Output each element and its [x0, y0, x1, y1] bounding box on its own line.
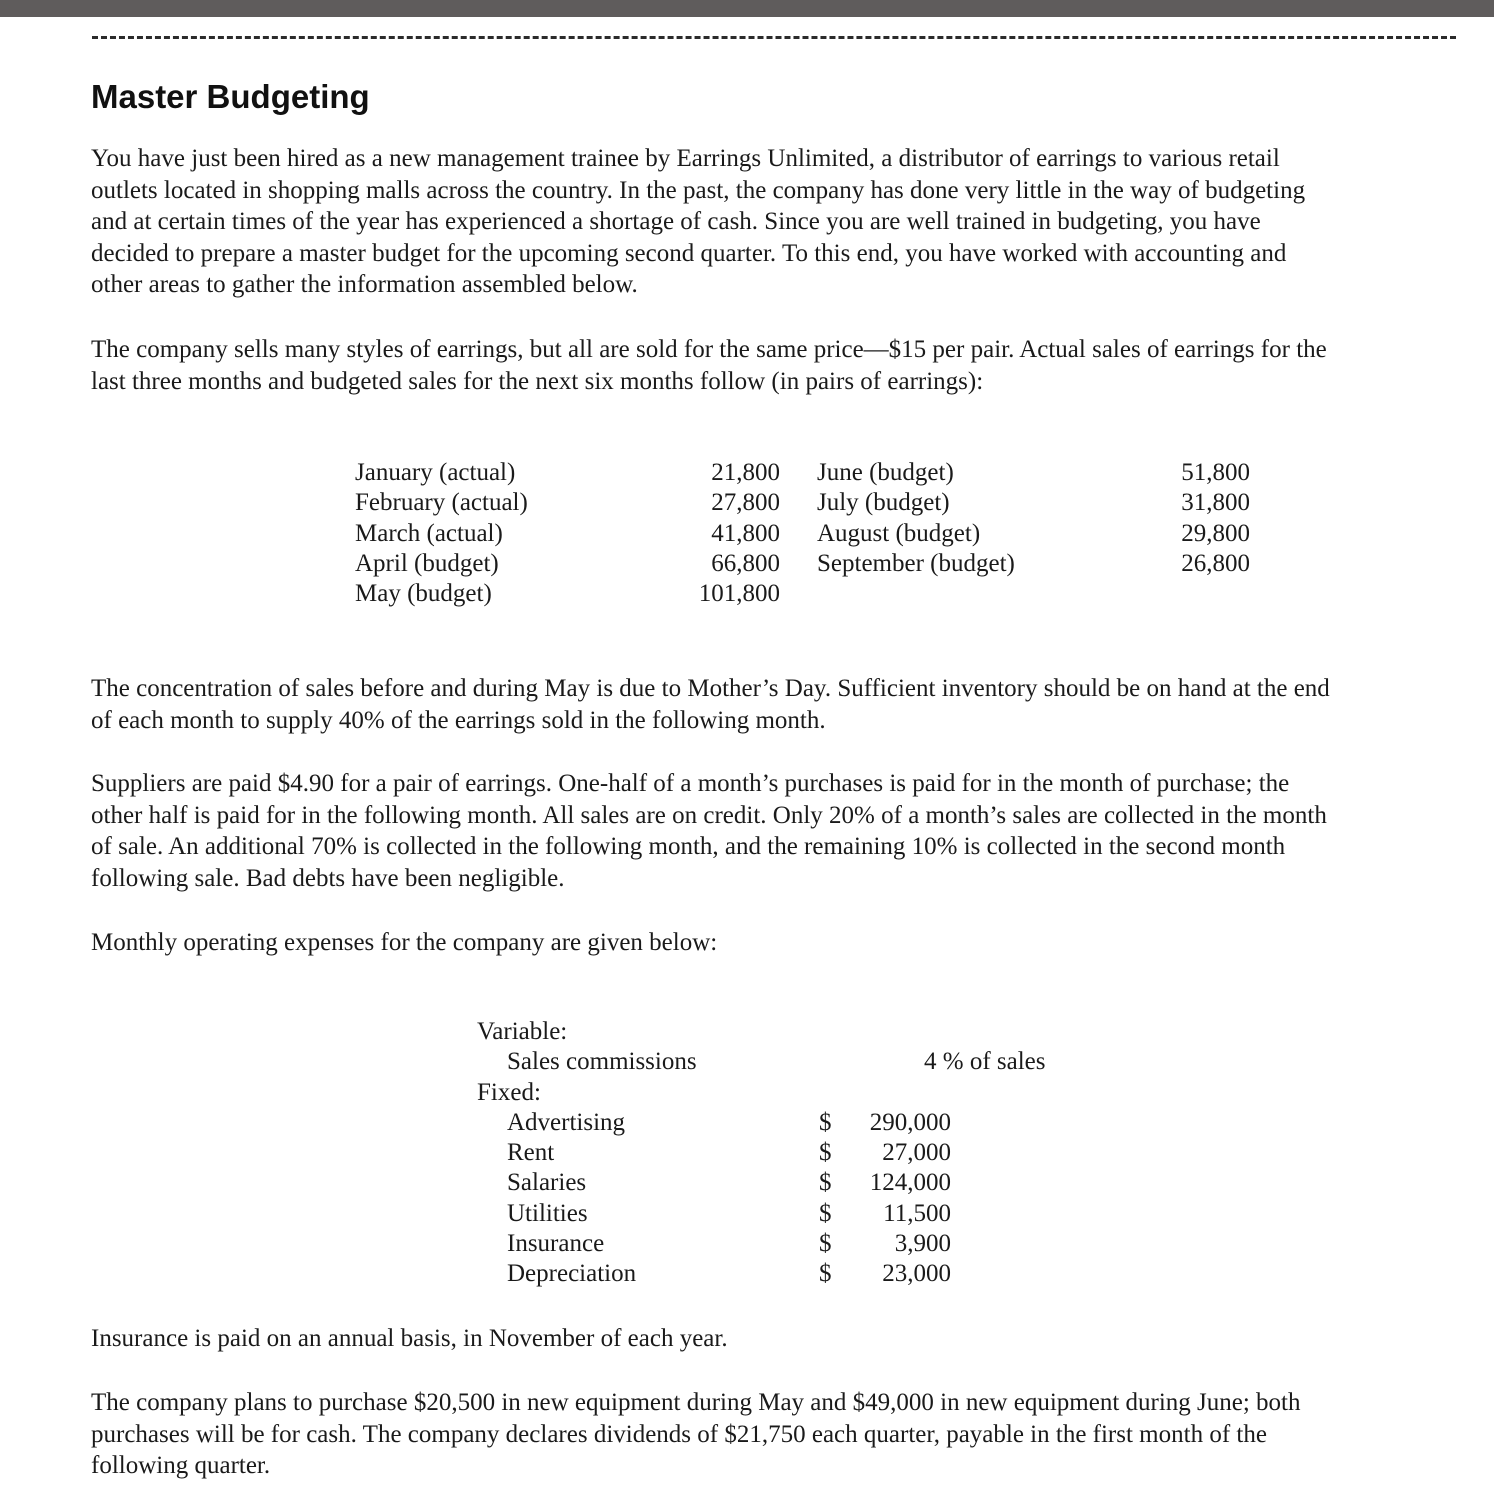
sales-row: [355, 520, 1255, 550]
month-label: July (budget): [817, 489, 950, 517]
pricing-paragraph: [91, 334, 1466, 397]
suppliers-paragraph: [91, 768, 1466, 894]
month-label: April (budget): [355, 549, 499, 577]
month-label: March (actual): [355, 519, 503, 547]
currency-symbol: $: [819, 1230, 832, 1258]
expense-label: Depreciation: [507, 1260, 637, 1288]
expense-row: [477, 1230, 1077, 1260]
month-value: 21,800: [711, 459, 780, 486]
text-line: You have just been hired as a new management trainee by Earrings Unlimited, a distributor of earrings to various retail: [91, 145, 1280, 172]
currency-symbol: $: [819, 1199, 832, 1227]
dashed-divider: [92, 36, 1456, 39]
month-value: 41,800: [711, 519, 780, 547]
expense-amount: 23,000: [882, 1260, 951, 1288]
text-line: other areas to gather the information assembled below.: [91, 271, 638, 298]
text-line: Monthly operating expenses for the company are given below:: [91, 929, 718, 956]
month-label: September (budget): [817, 549, 1015, 577]
expense-row: [477, 1079, 1077, 1109]
sales-row: [355, 580, 1255, 610]
expense-amount: 11,500: [883, 1199, 951, 1227]
text-line: last three months and budgeted sales for the next six months follow (in pairs of earrings):: [91, 367, 984, 395]
expense-amount: 290,000: [869, 1108, 951, 1136]
month-label: January (actual): [355, 459, 516, 486]
text-line: The concentration of sales before and during May is due to Mother’s Day. Sufficient inventory should be on hand at the end: [91, 675, 1330, 702]
month-value: 27,800: [711, 489, 780, 517]
expense-row: [477, 1169, 1077, 1199]
text-line: other half is paid for in the following month. All sales are on credit. Only 20% of a month’s sales are collected in the month: [91, 801, 1327, 829]
month-value: 51,800: [1181, 459, 1250, 486]
month-label: February (actual): [355, 489, 528, 517]
expense-row: [477, 1018, 1077, 1048]
text-line: of each month to supply 40% of the earrings sold in the following month.: [91, 706, 826, 734]
text-line: following quarter.: [91, 1452, 271, 1479]
commissions-label: Sales commissions: [507, 1048, 697, 1076]
page-title: Master Budgeting: [91, 78, 370, 115]
expense-amount: 124,000: [869, 1169, 951, 1197]
currency-symbol: $: [819, 1169, 832, 1197]
expenses-table: [477, 1018, 1077, 1291]
text-line: of sale. An additional 70% is collected in the following month, and the remaining 10% is collected in the second month: [91, 833, 1286, 860]
currency-symbol: $: [819, 1108, 832, 1136]
month-value: 29,800: [1181, 519, 1250, 547]
expense-label: Salaries: [507, 1169, 587, 1197]
text-line: and at certain times of the year has experienced a shortage of cash. Since you are well trained in budgeting, you have: [91, 208, 1261, 235]
text-line: decided to prepare a master budget for the upcoming second quarter. To this end, you have worked with accounting and: [91, 239, 1287, 267]
text-line: Insurance is paid on an annual basis, in November of each year.: [91, 1325, 728, 1352]
currency-symbol: $: [819, 1260, 832, 1288]
sales-row: [355, 459, 1255, 489]
expense-row: [477, 1260, 1077, 1290]
window-top-bar: [0, 0, 1494, 17]
text-line: Suppliers are paid $4.90 for a pair of earrings. One-half of a month’s purchases is paid for in the month of purchase; the: [91, 770, 1290, 797]
text-line: purchases will be for cash. The company declares dividends of $21,750 each quarter, payable in the first month of the: [91, 1420, 1267, 1448]
month-value: 101,800: [698, 580, 780, 608]
expense-row: [477, 1139, 1077, 1169]
expense-label: Rent: [507, 1139, 555, 1167]
sales-row: [355, 489, 1255, 519]
expense-row: [477, 1109, 1077, 1139]
month-value: 66,800: [711, 549, 780, 577]
expenses-intro-paragraph: [91, 927, 1466, 959]
expense-row: [477, 1200, 1077, 1230]
month-label: August (budget): [817, 519, 981, 547]
intro-paragraph: [91, 143, 1466, 301]
month-value: 31,800: [1181, 489, 1250, 517]
sales-table: [355, 459, 1255, 610]
sales-row: [355, 550, 1255, 580]
equipment-paragraph: [91, 1387, 1466, 1482]
currency-symbol: $: [819, 1139, 832, 1167]
fixed-label: Fixed:: [477, 1078, 541, 1106]
month-label: May (budget): [355, 580, 492, 608]
month-label: June (budget): [817, 459, 954, 486]
text-line: The company plans to purchase $20,500 in new equipment during May and $49,000 in new equipment during June; both: [91, 1389, 1301, 1416]
expense-label: Advertising: [507, 1108, 626, 1136]
expense-label: Utilities: [507, 1199, 588, 1227]
text-line: following sale. Bad debts have been negligible.: [91, 864, 565, 892]
insurance-paragraph: [91, 1323, 1466, 1355]
text-line: The company sells many styles of earrings, but all are sold for the same price—$15 per pair. Actual sales of earrings for the: [91, 336, 1327, 363]
expense-row: [477, 1048, 1077, 1078]
inventory-paragraph: [91, 673, 1466, 736]
expense-amount: 3,900: [894, 1230, 951, 1258]
expense-amount: 27,000: [882, 1139, 951, 1167]
expense-label: Insurance: [507, 1230, 605, 1258]
commissions-value: 4 % of sales: [924, 1048, 1046, 1076]
text-line: outlets located in shopping malls across the country. In the past, the company has done very little in the way of budgeting: [91, 176, 1306, 204]
month-value: 26,800: [1181, 549, 1250, 577]
variable-label: Variable:: [477, 1018, 568, 1045]
